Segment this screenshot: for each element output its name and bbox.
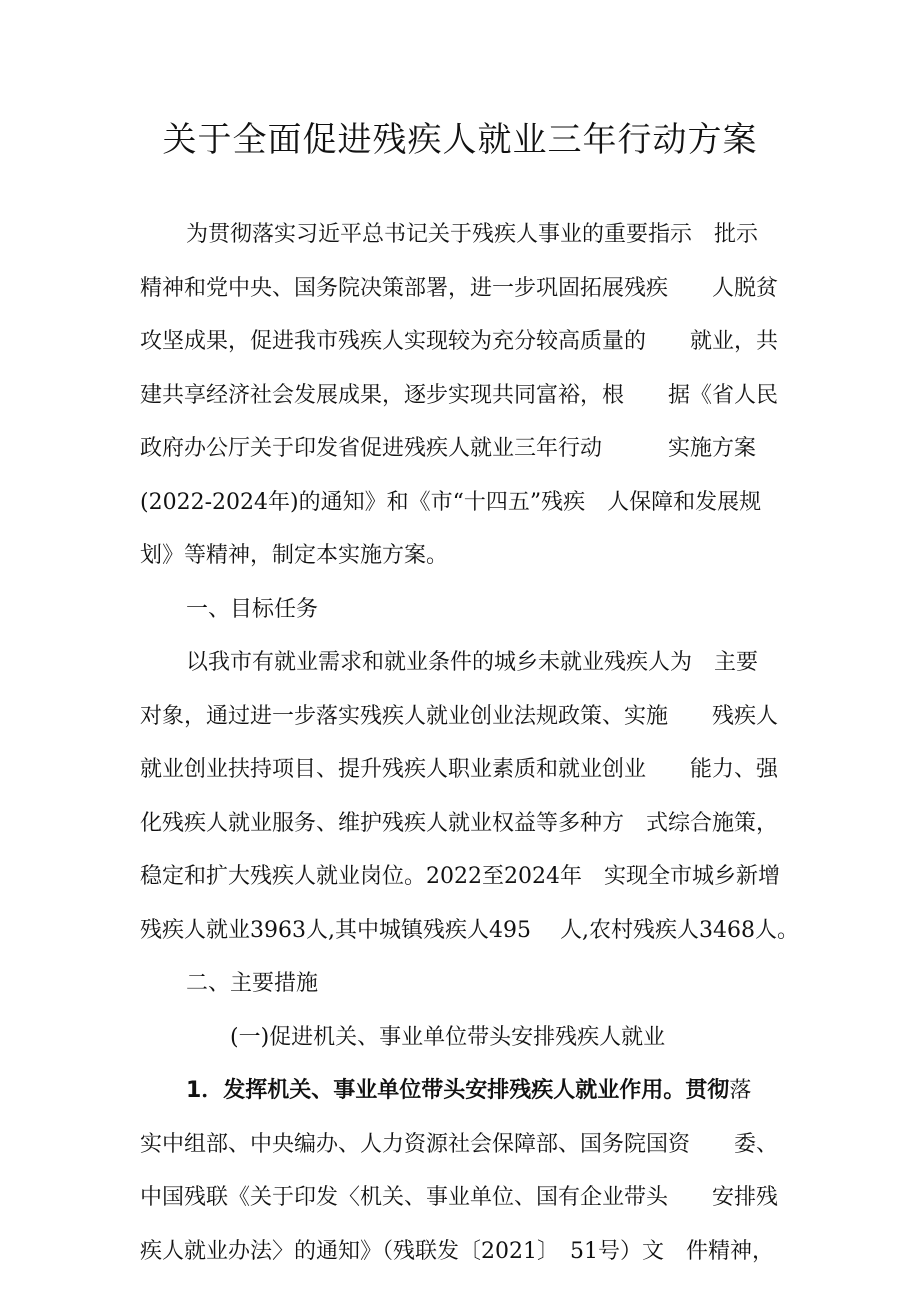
paragraph-line: 为贯彻落实习近平总书记关于残疾人事业的重要指示 批示 xyxy=(186,222,759,247)
subsection-heading: (一)促进机关、事业单位带头安排残疾人就业 xyxy=(230,1024,666,1050)
measure-heading-line xyxy=(140,1064,800,1118)
paragraph-line: 疾人就业办法〉的通知》（残联发〔2021〕 51号）文 件精神， xyxy=(140,1238,774,1264)
document-title: 关于全面促进残疾人就业三年行动方案 xyxy=(162,120,758,160)
measure-heading-bold: 1．发挥机关、事业单位带头安排残疾人就业作用。贯彻 xyxy=(186,1078,730,1103)
paragraph-line: (2022-2024年)的通知》和《市“十四五”残疾 人保障和发展规 xyxy=(140,489,762,515)
document-body xyxy=(140,208,800,1278)
paragraph-line: 攻坚成果，促进我市残疾人实现较为充分较高质量的 就业，共 xyxy=(140,329,779,354)
paragraph-line: 对象，通过进一步落实残疾人就业创业法规政策、实施 残疾人 xyxy=(140,703,779,729)
paragraph-line: 建共享经济社会发展成果，逐步实现共同富裕，根 据《省人民 xyxy=(140,382,779,408)
paragraph-line: 划》等精神，制定本实施方案。 xyxy=(140,543,449,568)
section-heading-measures: 二、主要措施 xyxy=(186,971,319,996)
paragraph-line: 精神和党中央、国务院决策部署，进一步巩固拓展残疾 人脱贫 xyxy=(140,275,779,301)
paragraph-line: 残疾人就业3963人,其中城镇残疾人495 人,农村残疾人3468人。 xyxy=(140,917,799,943)
paragraph-line: 就业创业扶持项目、提升残疾人职业素质和就业创业 能力、强 xyxy=(140,757,779,782)
paragraph-line: 稳定和扩大残疾人就业岗位。2022至2024年 实现全市城乡新增 xyxy=(140,864,780,889)
paragraph-line: 中国残联《关于印发〈机关、事业单位、国有企业带头 安排残 xyxy=(140,1185,779,1210)
paragraph-line: 实中组部、中央编办、人力资源社会保障部、国务院国资 委、 xyxy=(140,1131,779,1157)
section-heading-goals: 一、目标任务 xyxy=(186,596,319,622)
paragraph-line: 以我市有就业需求和就业条件的城乡未就业残疾人为 主要 xyxy=(186,650,759,675)
paragraph-line: 化残疾人就业服务、维护残疾人就业权益等多种方 式综合施策， xyxy=(140,810,779,836)
measure-heading-tail: 落 xyxy=(729,1078,752,1103)
paragraph-line: 政府办公厅关于印发省促进残疾人就业三年行动 实施方案 xyxy=(140,436,757,461)
